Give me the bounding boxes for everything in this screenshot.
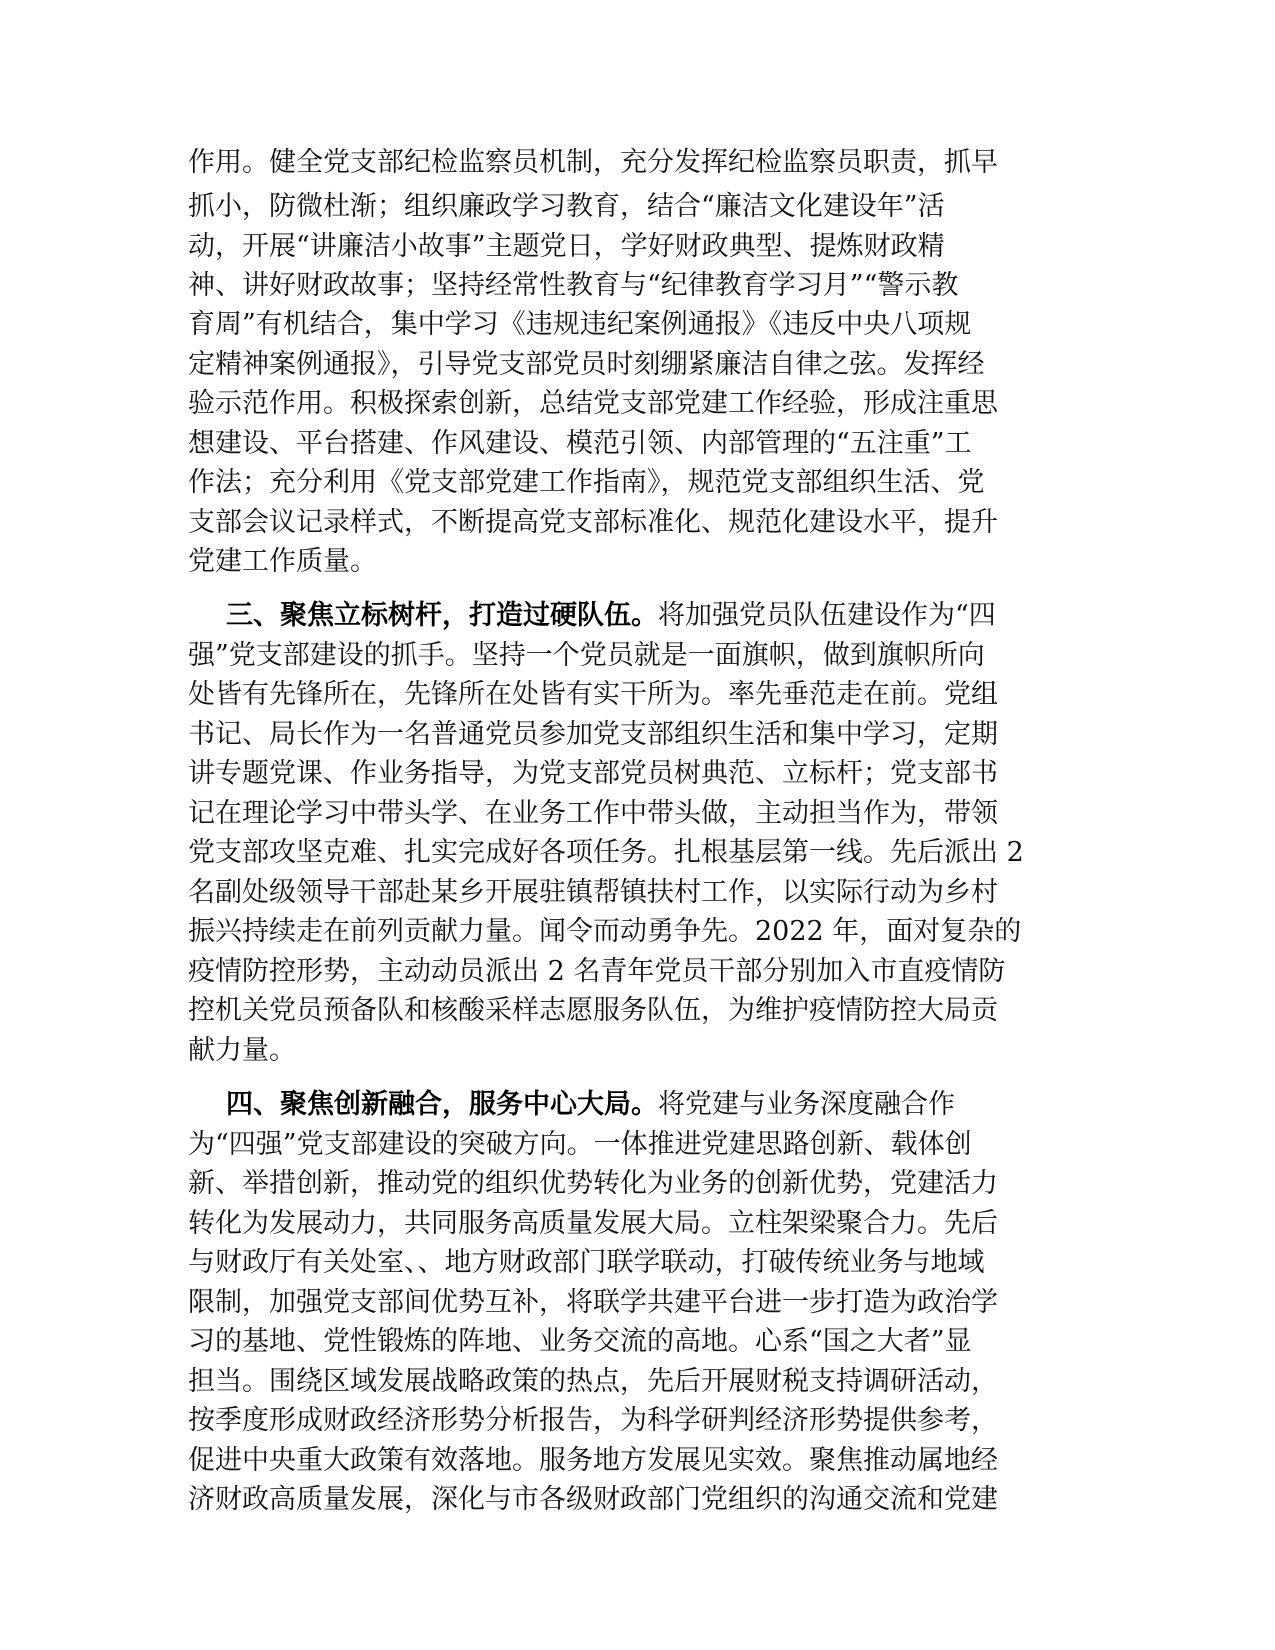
paragraph-line: 为“四强”党支部建设的突破方向。一体推进党建思路创新、载体创 bbox=[188, 1129, 972, 1160]
section-3-first-text: 将加强党员队伍建设作为“四 bbox=[658, 600, 996, 631]
paragraph-line: 限制，加强党支部间优势互补，将联学共建平台进一步打造为政治学 bbox=[188, 1287, 998, 1318]
paragraph-line: 处皆有先锋所在，先锋所在处皆有实干所为。率先垂范走在前。党组 bbox=[188, 679, 998, 710]
paragraph-line: 讲专题党课、作业务指导，为党支部党员树典范、立标杆；党支部书 bbox=[188, 758, 998, 789]
paragraph-line: 育周”有机结合，集中学习《违规违纪案例通报》《违反中央八项规 bbox=[188, 309, 972, 340]
paragraph-line: 促进中央重大政策有效落地。服务地方发展见实效。聚焦推动属地经 bbox=[188, 1445, 998, 1476]
paragraph-line: 支部会议记录样式，不断提高党支部标准化、规范化建设水平，提升 bbox=[188, 507, 998, 538]
section-4-first-line bbox=[226, 1089, 955, 1121]
paragraph-line: 习的基地、党性锻炼的阵地、业务交流的高地。心系“国之大者”显 bbox=[188, 1326, 972, 1357]
paragraph-line: 验示范作用。积极探索创新，总结党支部党建工作经验，形成注重思 bbox=[188, 388, 998, 419]
paragraph-line: 想建设、平台搭建、作风建设、模范引领、内部管理的“五注重”工 bbox=[188, 428, 972, 459]
paragraph-line: 与财政厅有关处室、、地方财政部门联学联动，打破传统业务与地域 bbox=[188, 1247, 985, 1278]
paragraph-line: 转化为发展动力，共同服务高质量发展大局。立柱架梁聚合力。先后 bbox=[188, 1208, 998, 1239]
section-3-heading: 三、聚焦立标树杆，打造过硬队伍。 bbox=[226, 600, 658, 631]
paragraph-line: 强”党支部建设的抓手。坚持一个党员就是一面旗帜，做到旗帜所向 bbox=[188, 640, 985, 671]
paragraph-line: 名副处级领导干部赴某乡开展驻镇帮镇扶村工作，以实际行动为乡村 bbox=[188, 877, 998, 908]
paragraph-line: 书记、局长作为一名普通党员参加党支部组织生活和集中学习，定期 bbox=[188, 719, 998, 750]
paragraph-line: 党支部攻坚克难、扎实完成好各项任务。扎根基层第一线。先后派出 2 bbox=[188, 837, 1024, 868]
paragraph-line: 献力量。 bbox=[188, 1035, 296, 1066]
paragraph-line: 新、举措创新，推动党的组织优势转化为业务的创新优势，党建活力 bbox=[188, 1168, 998, 1199]
paragraph-line: 党建工作质量。 bbox=[188, 546, 377, 577]
section-3-first-line bbox=[226, 600, 996, 632]
paragraph-line: 控机关党员预备队和核酸采样志愿服务队伍，为维护疫情防控大局贡 bbox=[188, 995, 998, 1026]
section-4-heading: 四、聚焦创新融合，服务中心大局。 bbox=[226, 1089, 658, 1120]
paragraph-line: 作用。健全党支部纪检监察员机制，充分发挥纪检监察员职责，抓早 bbox=[188, 147, 998, 178]
paragraph-line: 作法；充分利用《党支部党建工作指南》，规范党支部组织生活、党 bbox=[188, 467, 985, 498]
paragraph-line: 定精神案例通报》，引导党支部党员时刻绷紧廉洁自律之弦。发挥经 bbox=[188, 349, 985, 380]
paragraph-line: 振兴持续走在前列贡献力量。闻令而动勇争先。2022 年，面对复杂的 bbox=[188, 916, 1022, 947]
paragraph-line: 动，开展“讲廉洁小故事”主题党日，学好财政典型、提炼财政精 bbox=[188, 231, 945, 262]
paragraph-line: 记在理论学习中带头学、在业务工作中带头做，主动担当作为，带领 bbox=[188, 798, 998, 829]
paragraph-line: 担当。围绕区域发展战略政策的热点，先后开展财税支持调研活动， bbox=[188, 1366, 998, 1397]
paragraph-line: 疫情防控形势，主动动员派出 2 名青年党员干部分别加入市直疫情防 bbox=[188, 956, 1006, 987]
paragraph-line: 抓小，防微杜渐；组织廉政学习教育，结合“廉洁文化建设年”活 bbox=[188, 191, 945, 222]
paragraph-line: 济财政高质量发展，深化与市各级财政部门党组织的沟通交流和党建 bbox=[188, 1484, 998, 1515]
paragraph-line: 按季度形成财政经济形势分析报告，为科学研判经济形势提供参考， bbox=[188, 1405, 998, 1436]
section-4-first-text: 将党建与业务深度融合作 bbox=[658, 1089, 955, 1120]
paragraph-line: 神、讲好财政故事；坚持经常性教育与“纪律教育学习月”“警示教 bbox=[188, 270, 959, 301]
